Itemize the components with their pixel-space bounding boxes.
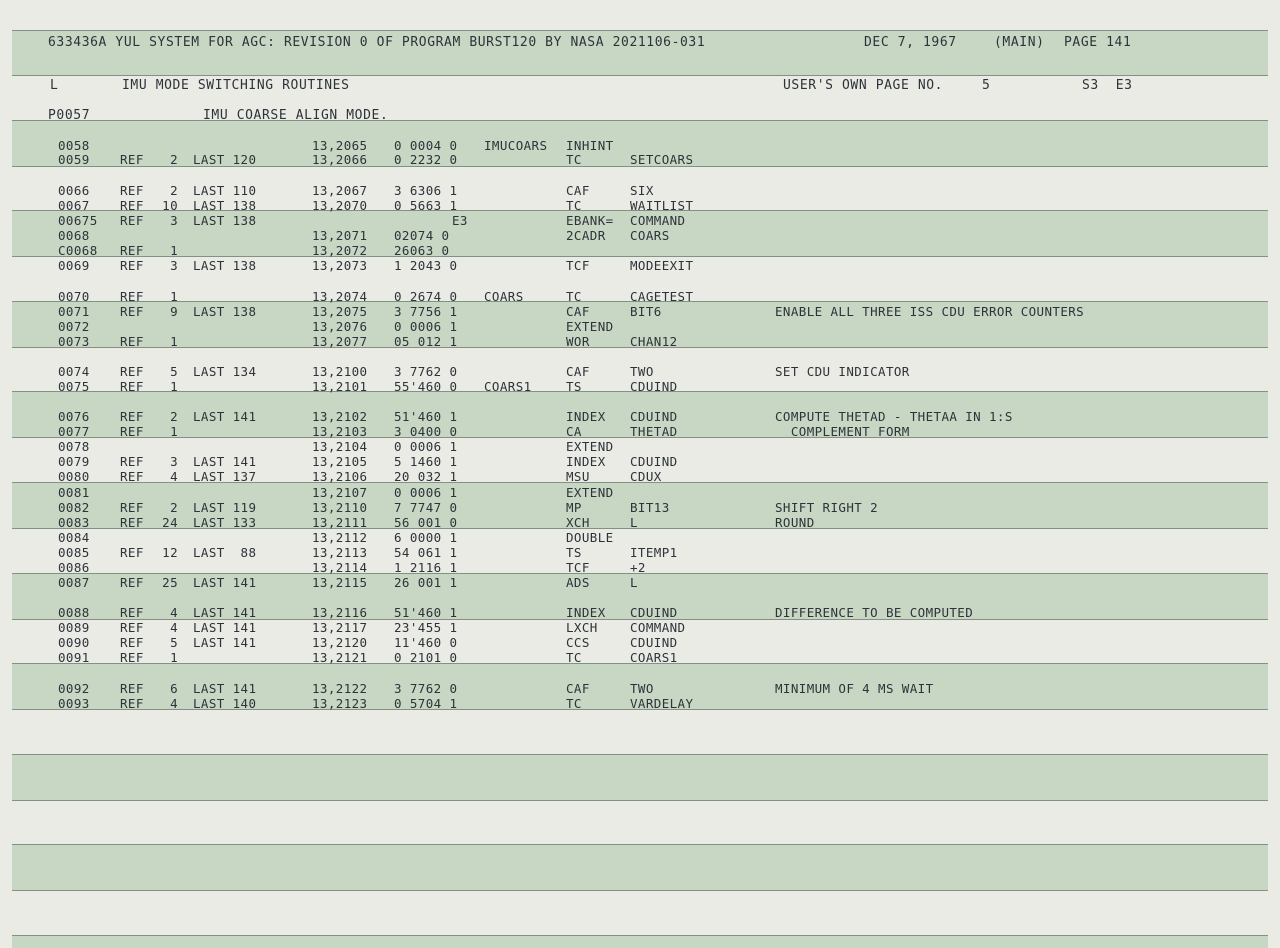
octal-code: E3	[452, 213, 468, 228]
octal-code: 02074 0	[394, 228, 450, 243]
line-number: 0076	[58, 409, 90, 424]
ref-keyword: REF	[120, 258, 144, 273]
ref-keyword: REF	[120, 198, 144, 213]
opcode: XCH	[566, 515, 590, 530]
header-page: PAGE 141	[1064, 35, 1132, 50]
ref-keyword: REF	[120, 183, 144, 198]
opcode: ADS	[566, 575, 590, 590]
opcode: CAF	[566, 183, 590, 198]
operand: BIT6	[630, 304, 662, 319]
operand: CDUIND	[630, 605, 678, 620]
line-number: 0058	[58, 138, 90, 153]
address: 13,2065	[312, 138, 368, 153]
octal-code: 51'460 1	[394, 605, 458, 620]
octal-code: 26 001 1	[394, 575, 458, 590]
address: 13,2103	[312, 424, 368, 439]
operand: SETCOARS	[630, 152, 694, 167]
line-number: 0071	[58, 304, 90, 319]
ref-count: 3	[170, 454, 178, 469]
opcode: INDEX	[566, 409, 606, 424]
line-number: 0084	[58, 530, 90, 545]
ref-last: LAST 141	[193, 409, 257, 424]
ref-keyword: REF	[120, 243, 144, 258]
octal-code: 3 7756 1	[394, 304, 458, 319]
octal-code: 3 7762 0	[394, 681, 458, 696]
ref-keyword: REF	[120, 500, 144, 515]
green-band	[12, 935, 1268, 948]
line-number: 0088	[58, 605, 90, 620]
line-number: 0083	[58, 515, 90, 530]
octal-code: 0 0004 0	[394, 138, 458, 153]
ref-keyword: REF	[120, 379, 144, 394]
ref-keyword: REF	[120, 575, 144, 590]
operand: CAGETEST	[630, 289, 694, 304]
operand: COMMAND	[630, 620, 686, 635]
address: 13,2075	[312, 304, 368, 319]
users-page-num: 5	[982, 78, 991, 93]
asm-label: IMUCOARS	[484, 138, 548, 153]
octal-code: 0 0006 1	[394, 319, 458, 334]
address: 13,2107	[312, 485, 368, 500]
octal-code: 3 7762 0	[394, 364, 458, 379]
ref-count: 2	[170, 152, 178, 167]
line-number: 0074	[58, 364, 90, 379]
ref-count: 2	[170, 183, 178, 198]
octal-code: 0 5704 1	[394, 696, 458, 711]
opcode: TC	[566, 289, 582, 304]
opcode: EXTEND	[566, 485, 614, 500]
ref-keyword: REF	[120, 650, 144, 665]
line-number: 0085	[58, 545, 90, 560]
ref-keyword: REF	[120, 545, 144, 560]
operand: CDUIND	[630, 454, 678, 469]
ref-count: 3	[170, 258, 178, 273]
line-number: 0092	[58, 681, 90, 696]
ref-keyword: REF	[120, 289, 144, 304]
operand: L	[630, 515, 638, 530]
operand: L	[630, 575, 638, 590]
address: 13,2116	[312, 605, 368, 620]
address: 13,2067	[312, 183, 368, 198]
line-number: 0087	[58, 575, 90, 590]
line-number: 0082	[58, 500, 90, 515]
octal-code: 0 2232 0	[394, 152, 458, 167]
octal-code: 0 2674 0	[394, 289, 458, 304]
ref-last: LAST 141	[193, 605, 257, 620]
ref-keyword: REF	[120, 620, 144, 635]
opcode: TC	[566, 152, 582, 167]
octal-code: 11'460 0	[394, 635, 458, 650]
ref-last: LAST 137	[193, 469, 257, 484]
opcode: MSU	[566, 469, 590, 484]
address: 13,2120	[312, 635, 368, 650]
ref-last: LAST 138	[193, 258, 257, 273]
operand: CDUIND	[630, 635, 678, 650]
ref-count: 4	[170, 696, 178, 711]
operand: ITEMP1	[630, 545, 678, 560]
address: 13,2101	[312, 379, 368, 394]
octal-code: 20 032 1	[394, 469, 458, 484]
opcode: EBANK=	[566, 213, 614, 228]
operand: TWO	[630, 681, 654, 696]
address: 13,2073	[312, 258, 368, 273]
operand: COARS1	[630, 650, 678, 665]
address: 13,2121	[312, 650, 368, 665]
operand: WAITLIST	[630, 198, 694, 213]
address: 13,2077	[312, 334, 368, 349]
ref-count: 1	[170, 334, 178, 349]
ref-last: LAST 120	[193, 152, 257, 167]
octal-code: 0 0006 1	[394, 485, 458, 500]
octal-code: 1 2043 0	[394, 258, 458, 273]
ref-last: LAST 88	[193, 545, 257, 560]
address: 13,2105	[312, 454, 368, 469]
operand: CDUX	[630, 469, 662, 484]
ref-last: LAST 141	[193, 454, 257, 469]
address: 13,2100	[312, 364, 368, 379]
ref-count: 4	[170, 620, 178, 635]
octal-code: 6 0000 1	[394, 530, 458, 545]
ref-keyword: REF	[120, 515, 144, 530]
ref-keyword: REF	[120, 469, 144, 484]
section-id: P0057	[48, 108, 91, 123]
ref-last: LAST 138	[193, 198, 257, 213]
opcode: CAF	[566, 364, 590, 379]
line-number: 0068	[58, 228, 90, 243]
comment: SET CDU INDICATOR	[775, 364, 910, 379]
operand: VARDELAY	[630, 696, 694, 711]
octal-code: 55'460 0	[394, 379, 458, 394]
octal-code: 23'455 1	[394, 620, 458, 635]
address: 13,2113	[312, 545, 368, 560]
octal-code: 26063 0	[394, 243, 450, 258]
line-number: 0089	[58, 620, 90, 635]
ref-count: 1	[170, 650, 178, 665]
comment: ENABLE ALL THREE ISS CDU ERROR COUNTERS	[775, 304, 1085, 319]
ref-keyword: REF	[120, 364, 144, 379]
ref-count: 1	[170, 243, 178, 258]
address: 13,2072	[312, 243, 368, 258]
ref-last: LAST 141	[193, 575, 257, 590]
ref-keyword: REF	[120, 152, 144, 167]
opcode: TC	[566, 696, 582, 711]
ref-count: 10	[162, 198, 178, 213]
section-title: IMU COARSE ALIGN MODE.	[203, 108, 389, 123]
line-number: 0070	[58, 289, 90, 304]
comment: COMPUTE THETAD - THETAA IN 1:S	[775, 409, 1013, 424]
line-number: 0072	[58, 319, 90, 334]
line-number: 0093	[58, 696, 90, 711]
octal-code: 1 2116 1	[394, 560, 458, 575]
octal-code: 3 6306 1	[394, 183, 458, 198]
ref-count: 6	[170, 681, 178, 696]
ref-last: LAST 141	[193, 681, 257, 696]
octal-code: 5 1460 1	[394, 454, 458, 469]
address: 13,2102	[312, 409, 368, 424]
line-number: 0091	[58, 650, 90, 665]
octal-code: 0 0006 1	[394, 439, 458, 454]
line-number: 0080	[58, 469, 90, 484]
line-number: 0077	[58, 424, 90, 439]
line-number: 0073	[58, 334, 90, 349]
operand: +2	[630, 560, 646, 575]
address: 13,2122	[312, 681, 368, 696]
ref-count: 25	[162, 575, 178, 590]
ref-last: LAST 140	[193, 696, 257, 711]
ref-last: LAST 134	[193, 364, 257, 379]
address: 13,2106	[312, 469, 368, 484]
ref-last: LAST 141	[193, 620, 257, 635]
address: 13,2076	[312, 319, 368, 334]
address: 13,2074	[312, 289, 368, 304]
line-number: 0075	[58, 379, 90, 394]
opcode: TC	[566, 650, 582, 665]
asm-label: COARS1	[484, 379, 532, 394]
comment: SHIFT RIGHT 2	[775, 500, 879, 515]
ref-count: 4	[170, 605, 178, 620]
comment: MINIMUM OF 4 MS WAIT	[775, 681, 934, 696]
address: 13,2112	[312, 530, 368, 545]
opcode: EXTEND	[566, 439, 614, 454]
ref-count: 5	[170, 635, 178, 650]
ref-keyword: REF	[120, 605, 144, 620]
ref-last: LAST 133	[193, 515, 257, 530]
line-number: 0066	[58, 183, 90, 198]
ref-count: 1	[170, 379, 178, 394]
octal-code: 56 001 0	[394, 515, 458, 530]
subheader-title: IMU MODE SWITCHING ROUTINES	[122, 78, 350, 93]
address: 13,2070	[312, 198, 368, 213]
opcode: DOUBLE	[566, 530, 614, 545]
address: 13,2110	[312, 500, 368, 515]
ref-count: 1	[170, 424, 178, 439]
header-tag: (MAIN)	[994, 35, 1045, 50]
operand: CDUIND	[630, 409, 678, 424]
opcode: LXCH	[566, 620, 598, 635]
opcode: TC	[566, 198, 582, 213]
ref-keyword: REF	[120, 304, 144, 319]
address: 13,2111	[312, 515, 368, 530]
ref-keyword: REF	[120, 681, 144, 696]
address: 13,2115	[312, 575, 368, 590]
address: 13,2104	[312, 439, 368, 454]
octal-code: 3 0400 0	[394, 424, 458, 439]
opcode: MP	[566, 500, 582, 515]
comment: ROUND	[775, 515, 815, 530]
line-number: 0086	[58, 560, 90, 575]
ref-count: 9	[170, 304, 178, 319]
ref-last: LAST 138	[193, 213, 257, 228]
ref-count: 3	[170, 213, 178, 228]
ref-keyword: REF	[120, 213, 144, 228]
ref-last: LAST 141	[193, 635, 257, 650]
octal-code: 51'460 1	[394, 409, 458, 424]
subheader-letter: L	[50, 78, 59, 93]
ref-keyword: REF	[120, 696, 144, 711]
green-band	[12, 754, 1268, 801]
octal-code: 0 2101 0	[394, 650, 458, 665]
ref-count: 2	[170, 500, 178, 515]
opcode: CAF	[566, 304, 590, 319]
operand: THETAD	[630, 424, 678, 439]
opcode: TCF	[566, 258, 590, 273]
ref-count: 24	[162, 515, 178, 530]
opcode: TCF	[566, 560, 590, 575]
operand: TWO	[630, 364, 654, 379]
ref-count: 5	[170, 364, 178, 379]
operand: CDUIND	[630, 379, 678, 394]
opcode: INDEX	[566, 454, 606, 469]
octal-code: 05 012 1	[394, 334, 458, 349]
ref-count: 4	[170, 469, 178, 484]
ref-last: LAST 110	[193, 183, 257, 198]
ref-count: 2	[170, 409, 178, 424]
ref-keyword: REF	[120, 409, 144, 424]
operand: COMMAND	[630, 213, 686, 228]
line-number: 0090	[58, 635, 90, 650]
green-band	[12, 844, 1268, 891]
octal-code: 0 5663 1	[394, 198, 458, 213]
ref-keyword: REF	[120, 454, 144, 469]
line-number: 0059	[58, 152, 90, 167]
opcode: WOR	[566, 334, 590, 349]
octal-code: 54 061 1	[394, 545, 458, 560]
opcode: TS	[566, 545, 582, 560]
operand: MODEEXIT	[630, 258, 694, 273]
asm-label: COARS	[484, 289, 524, 304]
line-number: 0079	[58, 454, 90, 469]
opcode: 2CADR	[566, 228, 606, 243]
opcode: EXTEND	[566, 319, 614, 334]
address: 13,2114	[312, 560, 368, 575]
opcode: CCS	[566, 635, 590, 650]
ref-keyword: REF	[120, 424, 144, 439]
operand: BIT13	[630, 500, 670, 515]
operand: COARS	[630, 228, 670, 243]
comment: DIFFERENCE TO BE COMPUTED	[775, 605, 974, 620]
operand: SIX	[630, 183, 654, 198]
subheader-codes: S3 E3	[1082, 78, 1133, 93]
comment: COMPLEMENT FORM	[775, 424, 910, 439]
line-number: 0069	[58, 258, 90, 273]
opcode: INDEX	[566, 605, 606, 620]
line-number: 0067	[58, 198, 90, 213]
line-number: 0081	[58, 485, 90, 500]
address: 13,2066	[312, 152, 368, 167]
ref-count: 12	[162, 545, 178, 560]
ref-keyword: REF	[120, 635, 144, 650]
opcode: INHINT	[566, 138, 614, 153]
opcode: CA	[566, 424, 582, 439]
line-number: 0078	[58, 439, 90, 454]
operand: CHAN12	[630, 334, 678, 349]
line-number: C0068	[58, 243, 98, 258]
ref-last: LAST 119	[193, 500, 257, 515]
address: 13,2123	[312, 696, 368, 711]
header-title: 633436A YUL SYSTEM FOR AGC: REVISION 0 OF PROGRAM BURST120 BY NASA 2021106-031	[48, 35, 706, 50]
address: 13,2071	[312, 228, 368, 243]
opcode: CAF	[566, 681, 590, 696]
octal-code: 7 7747 0	[394, 500, 458, 515]
header-date: DEC 7, 1967	[864, 35, 957, 50]
ref-count: 1	[170, 289, 178, 304]
address: 13,2117	[312, 620, 368, 635]
ref-last: LAST 138	[193, 304, 257, 319]
users-page-label: USER'S OWN PAGE NO.	[783, 78, 944, 93]
opcode: TS	[566, 379, 582, 394]
ref-keyword: REF	[120, 334, 144, 349]
line-number: 00675	[58, 213, 98, 228]
